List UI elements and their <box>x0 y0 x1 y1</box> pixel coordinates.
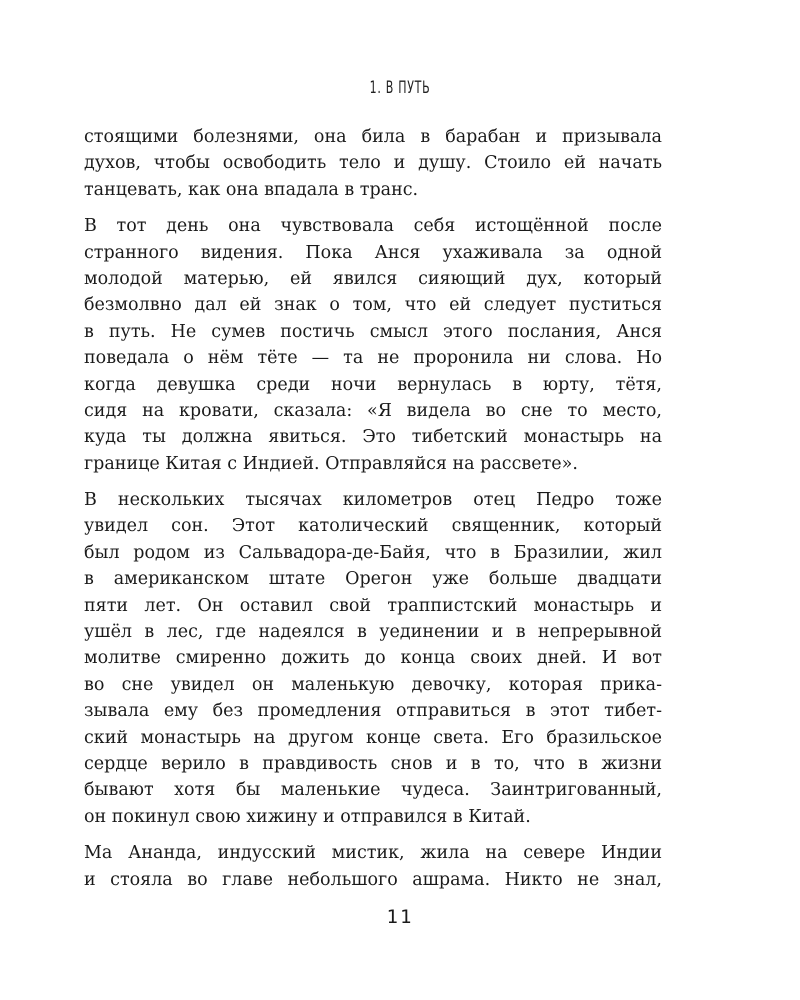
text-line: сидя на кровати, сказала: «Я видела во сне то место, <box>84 400 662 421</box>
text-line: молитве смиренно дожить до конца своих дней. И вот <box>84 648 662 669</box>
text-line: зывала ему без промедления отправиться в этот тибет- <box>84 701 662 722</box>
paragraph <box>84 840 662 893</box>
page-number: 11 <box>386 906 414 928</box>
paragraph <box>84 213 662 477</box>
text-line: в американском штате Орегон уже больше двадцати <box>84 569 662 590</box>
text-line: куда ты должна явиться. Это тибетский монастырь на <box>84 427 662 448</box>
text-line: ушёл в лес, где надеялся в уединении и в непрерывной <box>84 622 662 643</box>
text-line: сердце верило в правдивость снов и в то, что в жизни <box>84 753 662 774</box>
text-line: странного видения. Пока Анся ухаживала за одной <box>84 242 662 263</box>
text-line: молодой матерью, ей явился сияющий дух, который <box>84 268 662 289</box>
text-line: безмолвно дал ей знак о том, что ей следует пуститься <box>84 295 662 316</box>
paragraph <box>84 487 662 830</box>
text-line: духов, чтобы освободить тело и душу. Стоило ей начать <box>84 153 662 174</box>
paragraph <box>84 124 662 203</box>
running-header: 1. В ПУТЬ <box>369 78 431 98</box>
text-line: Ма Ананда, индусский мистик, жила на севере Индии <box>84 843 662 864</box>
text-line: был родом из Сальвадора-де-Байя, что в Бразилии, жил <box>84 542 662 563</box>
text-line: В тот день она чувствовала себя истощённой после <box>84 216 662 237</box>
text-line: он покинул свою хижину и отправился в Китай. <box>84 806 531 827</box>
text-line: пяти лет. Он оставил свой траппистский монастырь и <box>84 595 662 616</box>
text-line: увидел сон. Этот католический священник, который <box>84 516 662 537</box>
text-line: во сне увидел он маленькую девочку, которая прика- <box>84 674 662 695</box>
text-line: ский монастырь на другом конце света. Его бразильское <box>84 727 662 748</box>
text-line: границе Китая с Индией. Отправляйся на рассвете». <box>84 453 578 474</box>
text-line: бывают хотя бы маленькие чудеса. Заинтригованный, <box>84 780 662 801</box>
text-line: поведала о нём тёте — та не проронила ни слова. Но <box>84 348 662 369</box>
text-line: и стояла во главе небольшого ашрама. Никто не знал, <box>84 869 662 890</box>
text-line: В нескольких тысячах километров отец Педро тоже <box>84 490 662 511</box>
text-line: стоящими болезнями, она била в барабан и призывала <box>84 127 662 147</box>
text-line: в путь. Не сумев постичь смысл этого послания, Анся <box>84 321 662 342</box>
body-text <box>84 124 662 903</box>
text-line: танцевать, как она впадала в транс. <box>84 179 419 200</box>
text-line: когда девушка среди ночи вернулась в юрту, тётя, <box>84 374 662 395</box>
